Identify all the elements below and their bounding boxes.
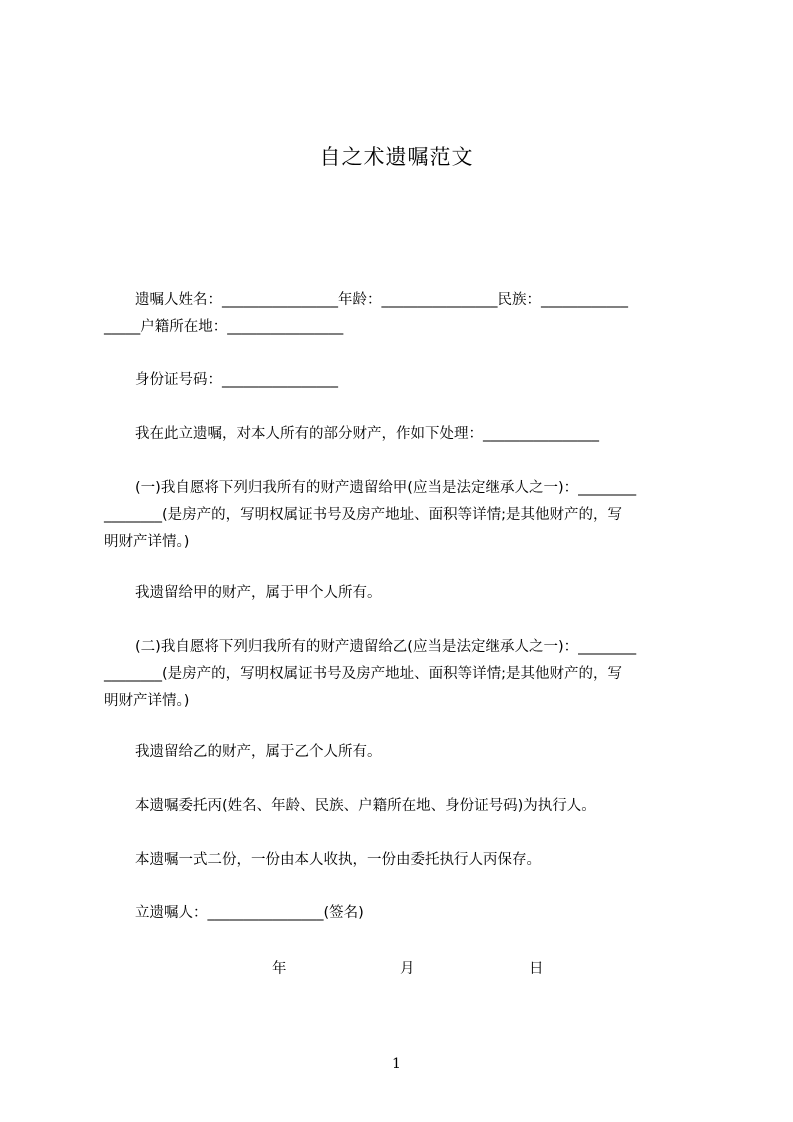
date-year-label: 年 (272, 961, 287, 977)
copies-paragraph (104, 847, 701, 874)
ownership-a-paragraph (104, 580, 701, 607)
declaration-paragraph (104, 421, 701, 448)
ownership-a-line: 我遗留给甲的财产，属于甲个人所有。 (135, 585, 382, 601)
bequest-b-line-1: (二)我自愿将下列归我所有的财产遗留给乙(应当是法定继承人之一)：________ (135, 639, 637, 655)
page-number: 1 (392, 1056, 401, 1072)
bequest-a-paragraph (104, 475, 701, 556)
bequest-a-line-2: ________(是房产的，写明权属证书号及房产地址、面积等详情;是其他财产的，写 (104, 507, 623, 523)
bequest-a-line-1: (一)我自愿将下列归我所有的财产遗留给甲(应当是法定继承人之一)：________ (135, 480, 637, 496)
signature-paragraph (104, 900, 701, 927)
bequest-b-line-2: ________(是房产的，写明权属证书号及房产地址、面积等详情;是其他财产的，写 (104, 666, 623, 682)
declaration-line: 我在此立遗嘱，对本人所有的部分财产，作如下处理：________________ (135, 426, 599, 442)
testator-info-paragraph (104, 287, 701, 341)
ownership-b-paragraph (104, 739, 701, 766)
signature-line: 立遗嘱人：________________(签名) (135, 905, 364, 921)
copies-line: 本遗嘱一式二份，一份由本人收执，一份由委托执行人丙保存。 (135, 852, 541, 868)
date-month-label: 月 (400, 961, 415, 977)
executor-line: 本遗嘱委托丙(姓名、年龄、民族、户籍所在地、身份证号码)为执行人。 (135, 798, 596, 814)
bequest-b-paragraph (104, 634, 701, 715)
bequest-b-line-3: 明财产详情。) (104, 693, 190, 709)
testator-info-line-1: 遗嘱人姓名：________________年龄：________________民族：____________ (135, 292, 628, 308)
id-number-line: 身份证号码：________________ (135, 372, 338, 388)
id-number-paragraph (104, 367, 701, 394)
ownership-b-line: 我遗留给乙的财产，属于乙个人所有。 (135, 744, 382, 760)
document-title: 自之术遗嘱范文 (319, 145, 474, 169)
bequest-a-line-3: 明财产详情。) (104, 534, 190, 550)
testator-info-line-2: _____户籍所在地：________________ (104, 319, 344, 335)
date-day-label: 日 (529, 961, 544, 977)
date-row (0, 956, 793, 983)
executor-paragraph (104, 793, 701, 820)
